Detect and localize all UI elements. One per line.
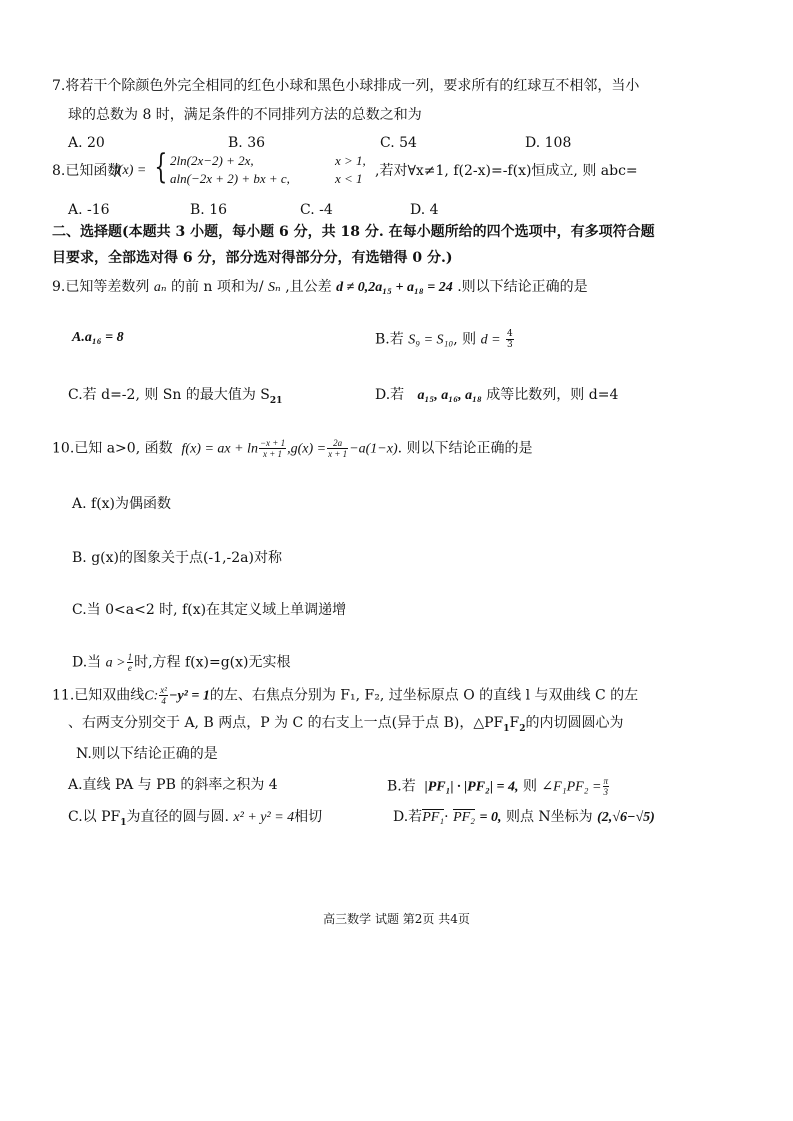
q8-option-b: B. 16	[190, 202, 228, 218]
q11-option-c: C.以 $PF_1$为直径的圆与圆. x² + y² = 4相切	[68, 809, 323, 828]
q9-option-b	[375, 329, 515, 350]
q8-option-d: D. 4	[410, 202, 439, 218]
q11-curve-fraction	[159, 685, 168, 706]
q9-option-a: A.a₁₆ = 8	[72, 330, 124, 345]
q11-option-b-num: π	[603, 776, 609, 786]
q11-pre: 11.已知双曲线	[52, 687, 145, 704]
q8-suffix: ,若对∀x≠1, f(2-x)=-f(x)恒成立, 则 abc=	[375, 163, 638, 179]
q10-option-d	[72, 652, 291, 673]
q10-g-num: 2a	[327, 438, 348, 449]
section2-line2: 目要求，全部选对得 6 分，部分选对得部分分，有选错得 0 分.)	[52, 250, 453, 266]
q10-option-c: C.当 0<a<2 时, f(x)在其定义域上单调递增	[72, 602, 347, 618]
q9-an: aₙ	[153, 280, 167, 295]
q7-option-d: D. 108	[525, 135, 572, 151]
q10-option-d-num: 1	[127, 652, 133, 662]
q11-option-d-vec1: PF₁	[422, 810, 445, 825]
q7-option-a: A. 20	[68, 135, 105, 151]
q11-option-c-post: 相切	[294, 809, 323, 825]
q10-f-den: x + 1	[262, 449, 283, 459]
q11-line1	[52, 685, 638, 706]
q10-fx: f(x) = ax + ln	[181, 441, 258, 457]
q10-post: . 则以下结论正确的是	[397, 440, 533, 457]
q11-option-b-fraction	[603, 776, 610, 797]
q9-option-b-mid: , 则	[453, 331, 477, 348]
page-footer: 高三数学 试题 第2页 共4页	[323, 912, 470, 926]
q10-f-num: −x + 1	[259, 438, 286, 448]
q9-condition: d ≠ 0,2a₁₅ + a₁₈ = 24	[336, 280, 453, 295]
q11-option-b-eq: |PF₁| · |PF₂| = 4,	[424, 779, 519, 795]
q11-option-c-eq: x² + y² = 4	[233, 810, 295, 825]
q11-curve: C:	[144, 688, 159, 704]
q9-stem-b: 的前 n 项和为/	[170, 279, 264, 295]
q11-option-d-mid: 则点 N坐标为	[505, 809, 593, 825]
q8-brace: {	[154, 147, 168, 187]
q10-option-d-pre: D.当	[72, 654, 102, 671]
q11-option-b-den: 3	[603, 787, 608, 797]
q11-option-b-mid: 则	[522, 778, 537, 795]
q7-option-b: B. 36	[228, 135, 266, 151]
q10-pre: 10.已知 a>0, 函数	[52, 440, 173, 457]
q8-case1-expr: 2ln(2x−2) + 2x,	[170, 153, 254, 168]
q11-option-d-vec2: PF₂	[453, 810, 476, 825]
q9-stem-d: .则以下结论正确的是	[457, 279, 588, 295]
q9-option-b-num: 4	[507, 329, 513, 339]
q11-option-d	[393, 808, 655, 827]
q9-option-d-post: 成等比数列，则 d=4	[486, 387, 619, 403]
q11-option-b-pre: B.若	[387, 778, 416, 795]
q11-option-b-angle: ∠F₁PF₂ =	[541, 779, 602, 795]
q9-option-b-d: d =	[480, 332, 501, 348]
q8-case2-expr: aln(−2x + 2) + bx + c,	[170, 171, 290, 186]
q9-option-d-terms: a₁₅, a₁₆, a₁₈	[417, 388, 482, 403]
q7-line2: 球的总数为 8 时，满足条件的不同排列方法的总数之和为	[68, 107, 422, 123]
q10-g-tail: −a(1−x)	[349, 441, 398, 457]
q10-option-d-a: a >	[105, 655, 126, 671]
q10-option-a: A. f(x)为偶函数	[72, 496, 172, 512]
q8-case1-cond: x > 1,	[335, 153, 366, 168]
q11-option-a: A.直线 PA 与 PB 的斜率之积为 4	[68, 777, 278, 793]
q10-gx: ,g(x) =	[287, 441, 327, 457]
q10-g-fraction	[327, 438, 348, 459]
q9-option-d-pre: D.若	[375, 387, 405, 403]
q9-option-c	[68, 386, 282, 410]
q9-option-b-den: 3	[507, 340, 513, 350]
q7-line1: 7.将若干个除颜色外完全相同的红色小球和黑色小球排成一列，要求所有的红球互不相邻，当小	[52, 78, 640, 94]
q9-stem-a: 9.已知等差数列	[52, 279, 150, 295]
q11-line3: N.则以下结论正确的是	[76, 746, 218, 762]
q11-line2: 、右两支分别交于 A, B 两点，P 为 C 的右支上一点(异于点 B)，$\triangle PF_1F_2$的内切圆圆心为	[68, 715, 624, 734]
q11-line2-b: F	[509, 715, 520, 731]
q11-line2-c: 的内切圆圆心为	[525, 715, 624, 731]
q11-curve-num: x²	[160, 685, 167, 695]
q8-option-a: A. -16	[68, 202, 110, 218]
q8-prefix: 8.已知函数	[52, 163, 122, 179]
q8-case2-cond: x < 1	[335, 171, 363, 186]
q9-option-b-fraction	[506, 329, 514, 350]
q9-stem-c: ,且公差	[285, 279, 332, 295]
q10-f-fraction	[259, 438, 286, 459]
q10-option-d-fraction	[127, 652, 134, 673]
q8-fx: f(x) =	[114, 163, 147, 178]
q8-option-c: C. -4	[300, 202, 333, 218]
q11-option-d-eq: = 0,	[479, 810, 502, 825]
q9-option-b-eq: S₉ = S₁₀	[408, 332, 454, 348]
q11-option-d-dot: ·	[444, 809, 449, 825]
q10-option-d-post: 时,方程 f(x)=g(x)无实根	[134, 654, 291, 671]
q9-option-d	[375, 386, 618, 405]
q11-line2-a: 、右两支分别交于 A, B 两点，P 为 C 的右支上一点(异于点 B)，△PF	[68, 715, 504, 731]
q11-option-d-coord: (2,√6−√5)	[597, 810, 655, 825]
q9-option-b-pre: B.若	[375, 331, 404, 348]
q11-line1-post: 的左、右焦点分别为 F₁, F₂, 过坐标原点 O 的直线 l 与双曲线 C 的左	[209, 687, 639, 704]
q9-stem	[52, 278, 588, 297]
q11-option-d-pre: D.若	[393, 809, 423, 825]
q10-option-d-den: e	[127, 663, 132, 673]
q10-stem	[52, 438, 533, 459]
q11-option-c-mid: 为直径的圆与圆.	[126, 809, 229, 825]
q9-option-c-sub: 21	[269, 395, 283, 406]
section2-line1: 二、选择题(本题共 3 小题，每小题 6 分，共 18 分. 在每小题所给的四个选项中，有多项符合题	[52, 224, 655, 240]
q11-option-b	[387, 776, 610, 797]
q9-sn: Sₙ	[268, 280, 281, 295]
q9-option-c-text: C.若 d=-2, 则 Sn 的最大值为 S	[68, 387, 270, 403]
q11-curve-den: 4	[161, 696, 166, 706]
q11-curve-tail: −y² = 1	[168, 688, 210, 704]
q10-g-den: x + 1	[328, 449, 348, 459]
q10-option-b: B. g(x)的图象关于点(-1,-2a)对称	[72, 550, 282, 566]
q11-option-c-pre: C.以 PF	[68, 809, 121, 825]
q7-option-c: C. 54	[380, 135, 417, 151]
